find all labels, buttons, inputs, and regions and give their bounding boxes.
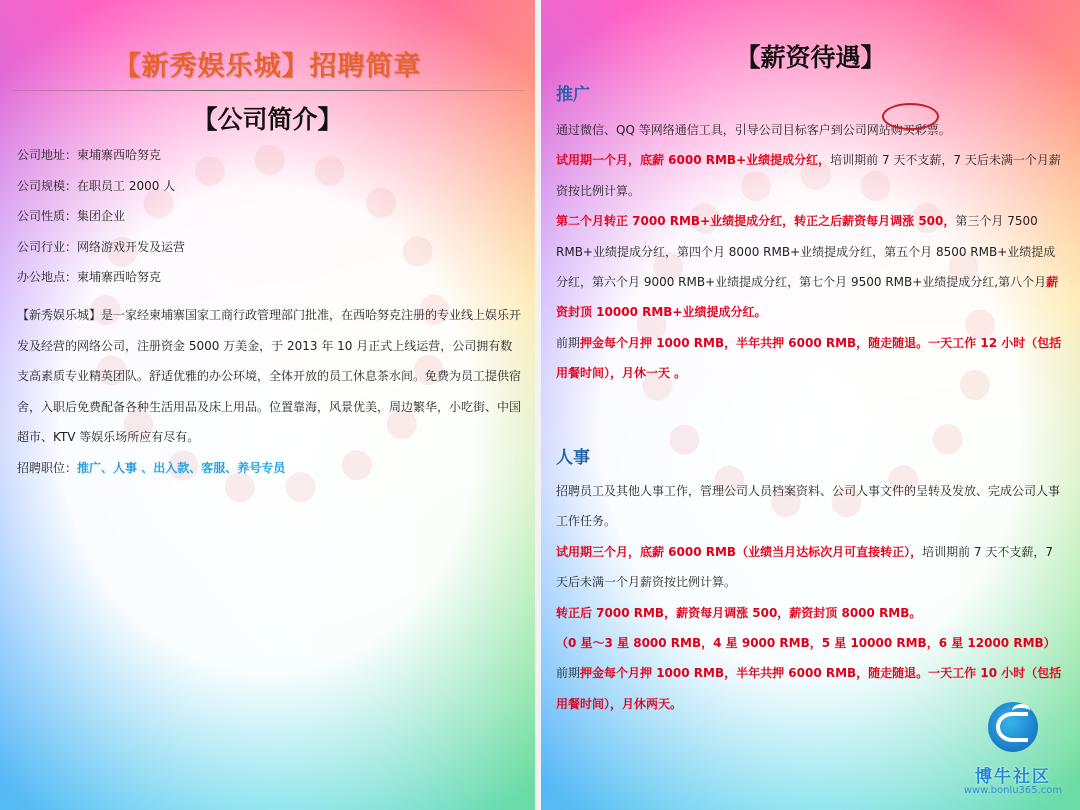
info-label: 公司行业 ： <box>17 240 77 254</box>
brand-title: 【新秀娱乐城】招聘简章 <box>113 51 422 82</box>
promo-deposit-terms <box>556 328 1066 389</box>
info-label: 办公地点 ： <box>17 270 77 284</box>
company-info <box>17 143 521 483</box>
promo-section <box>556 80 1066 389</box>
hr-trial-terms <box>556 537 1066 598</box>
company-intro-paragraph: 【新秀娱乐城】是一家经柬埔寨国家工商行政管理部门批准，在西哈努克注册的专业线上娱乐开发及经营的网络公司，注册资金 5000 万美金，于 2013 年 10 月正式上线运营，公司拥有数支高素质专业精英团队。舒适优雅的办公环境，全体开放的员工休息茶水间。免费为员工提供宿舍，入职后免费配备各种生活用品及床上用品。位置靠海，风景优美，周边繁华，小吃街、中国超市、KTV 等娱乐场所应有尽有。 <box>17 307 522 445</box>
info-value: 柬埔寨西哈努克 <box>77 270 162 285</box>
info-label: 公司性质 ： <box>17 209 77 223</box>
promo-heading: 推广 <box>556 85 590 105</box>
info-row-address <box>17 143 521 174</box>
hr-deposit-highlight: 押金每个月押 1000 RMB，半年共押 6000 RMB，随走随退。一天工作 10 小时（包括用餐时间），月休两天。 <box>556 666 1062 711</box>
promo-deposit-prefix: 前期 <box>556 335 581 350</box>
recruitment-page-right <box>541 0 1080 810</box>
site-watermark <box>958 702 1068 802</box>
promo-regular-highlight: 第二个月转正 7000 RMB+业绩提成分红，转正之后薪资每月调涨 500， <box>556 214 956 229</box>
info-row-office <box>17 265 521 296</box>
recruitment-page-left <box>0 0 535 810</box>
promo-trial-highlight: 试用期一个月，底薪 6000 RMB+业绩提成分红， <box>556 153 831 168</box>
hr-heading: 人事 <box>556 448 590 468</box>
promo-trial-terms <box>556 145 1066 206</box>
info-row-size <box>17 174 521 205</box>
promo-salary-ladder <box>556 206 1066 328</box>
hr-deposit-prefix: 前期 <box>556 666 581 681</box>
hr-star-levels: （0 星～3 星 8000 RMB，4 星 9000 RMB，5 星 10000 RMB，6 星 12000 RMB） <box>556 636 1056 651</box>
promo-trial-note: 培训期前 7 天不支薪，7 天后未满一个月薪资按比例计算。 <box>556 153 1061 198</box>
info-row-type <box>17 204 521 235</box>
red-circle-annotation <box>882 103 939 130</box>
hr-trial-highlight: 试用期三个月，底薪 6000 RMB（业绩当月达标次月可直接转正）， <box>556 544 923 559</box>
info-value: 在职员工 2000 人 <box>77 178 176 193</box>
info-value: 集团企业 <box>77 209 126 224</box>
promo-salary-cap: 薪资封顶 10000 RMB+业绩提成分红。 <box>556 275 1059 320</box>
info-value: 柬埔寨西哈努克 <box>77 148 162 162</box>
jobs-label: 招聘职位： <box>17 460 78 475</box>
hr-trial-note: 培训期前 7 天不支薪，7 天后未满一个月薪资按比例计算。 <box>556 544 1053 590</box>
bull-icon <box>988 702 1038 752</box>
job-positions <box>17 453 521 483</box>
promo-monthly-steps: 第三个月 7500 RMB+业绩提成分红，第四个月 8000 RMB+业绩提成分红，第五个月 8500 RMB+业绩提成分红，第六个月 9000 RMB+业绩提成分红，第七个月 9500 RMB+业绩提成分红,第八个月 <box>556 214 1056 290</box>
company-intro-title: 【公司简介】 <box>192 105 343 134</box>
watermark-url: www.bonlu365.com <box>963 785 1063 796</box>
title-divider <box>12 90 525 91</box>
promo-description: 通过微信、QQ 等网络通信工具，引导公司目标客户到公司网站购买彩票。 <box>556 123 951 137</box>
watermark-name: 博牛社区 <box>975 767 1051 787</box>
hr-section <box>556 443 1066 719</box>
info-row-industry <box>17 235 521 266</box>
info-label: 公司规模 ： <box>17 179 77 193</box>
salary-title: 【薪资待遇】 <box>735 43 886 72</box>
info-value: 网络游戏开发及运营 <box>77 239 186 254</box>
promo-deposit-highlight: 押金每个月押 1000 RMB，半年共押 6000 RMB，随走随退。一天工作 12 小时（包括用餐时间），月休一天 。 <box>556 335 1062 381</box>
jobs-value: 推广、人事 、出入款、客服、养号专员 <box>77 460 286 475</box>
hr-description: 招聘员工及其他人事工作，管理公司人员档案资料、公司人事文件的呈转及发放、完成公司人事工作任务。 <box>556 484 1061 529</box>
hr-regular-salary: 转正后 7000 RMB，薪资每月调涨 500，薪资封顶 8000 RMB。 <box>556 605 922 620</box>
info-label: 公司地址 ： <box>17 148 77 162</box>
